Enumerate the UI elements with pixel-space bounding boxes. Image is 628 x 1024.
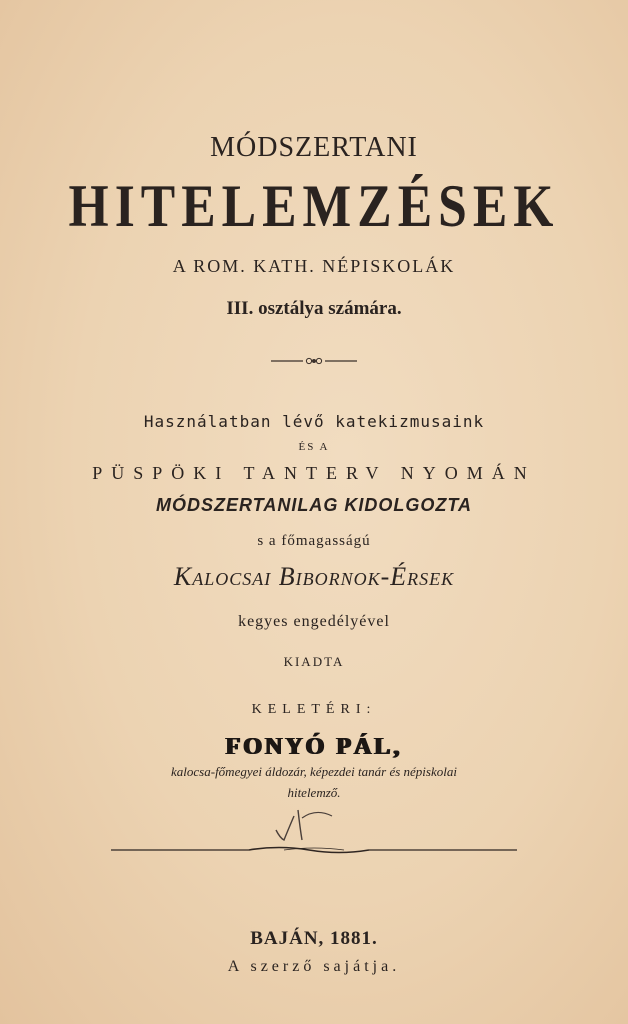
- subtitle-schools: A ROM. KATH. NÉPISKOLÁK: [172, 256, 456, 276]
- subtitle-class: III. osztálya számára.: [226, 298, 402, 319]
- author-name: FONYÓ PÁL,: [225, 734, 403, 760]
- author-description: kalocsa-főmegyei áldozár, képezdei tanár és népiskolai: [171, 764, 457, 779]
- ornament-divider-icon: [269, 355, 359, 367]
- ornament-rule-icon: [109, 842, 519, 858]
- title-top: MÓDSZERTANI: [210, 132, 418, 163]
- handwritten-mark: [0, 800, 628, 848]
- line-elaborated: MÓDSZERTANILAG KIDOLGOZTA: [156, 495, 472, 515]
- publisher-note: A szerző sajátja.: [227, 958, 401, 975]
- line-catechisms: Használatban lévő katekizmusaink: [143, 412, 485, 431]
- line-curriculum: PÜSPÖKI TANTERV NYOMÁN: [92, 463, 536, 483]
- line-permission: kegyes engedélyével: [238, 613, 390, 630]
- place-year: BAJÁN, 1881.: [250, 928, 378, 949]
- line-highness: s a főmagasságú: [257, 533, 371, 549]
- line-archbishop: Kalocsai Bibornok-Érsek: [173, 562, 455, 591]
- main-title: HITELEMZÉSEK: [68, 173, 560, 239]
- handwritten-mark-icon: [254, 800, 374, 844]
- line-published: KIADTA: [283, 654, 345, 669]
- author-description-2: hitelemző.: [287, 785, 341, 800]
- line-keleteri: KELETÉRI:: [251, 702, 377, 717]
- ornament-rule: [0, 842, 628, 862]
- ornament-divider: [0, 352, 628, 371]
- line-es-a: ÉS A: [298, 441, 330, 453]
